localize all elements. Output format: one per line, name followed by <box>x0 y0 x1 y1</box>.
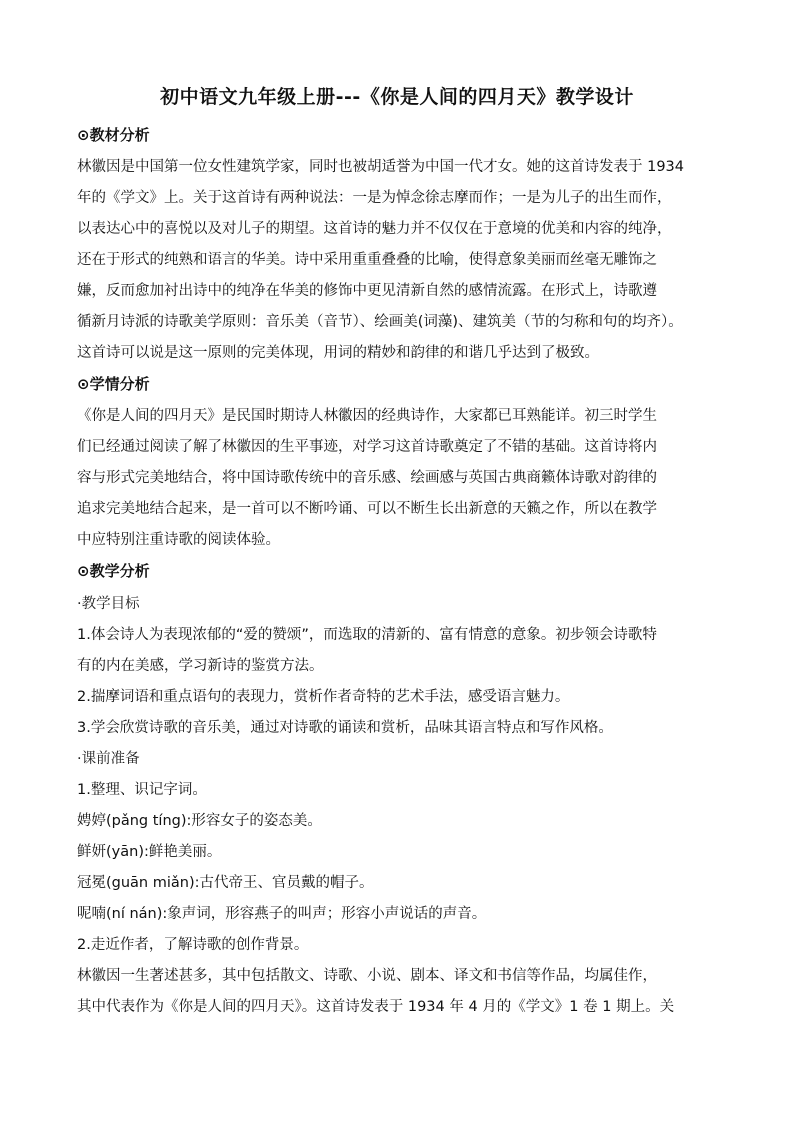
section-heading-textbook-analysis: ⊙教材分析 <box>77 126 150 144</box>
paragraph-line: 还在于形式的纯熟和语言的华美。诗中采用重重叠叠的比喻，使得意象美丽而丝毫无雕饰之 <box>77 252 657 268</box>
paragraph-line: 中应特别注重诗歌的阅读体验。 <box>77 532 280 548</box>
paragraph-line: 们已经通过阅读了解了林徽因的生平事迹，对学习这首诗歌奠定了不错的基础。这首诗将内 <box>77 439 657 455</box>
section-heading-teaching-analysis: ⊙教学分析 <box>77 562 150 580</box>
paragraph-line: 年的《学文》上。关于这首诗有两种说法：一是为悼念徐志摩而作；一是为儿子的出生而作， <box>77 190 672 206</box>
paragraph-line: 2.走近作者，了解诗歌的创作背景。 <box>77 937 309 953</box>
subheading-teaching-goals: ·教学目标 <box>77 596 140 612</box>
paragraph-line: 这首诗可以说是这一原则的完美体现，用词的精妙和韵律的和谐几乎达到了极致。 <box>77 345 599 361</box>
vocab-line: 呢喃(ní nán):象声词，形容燕子的叫声；形容小声说话的声音。 <box>77 906 487 922</box>
vocab-line: 冠冕(guān miǎn):古代帝王、官员戴的帽子。 <box>77 875 374 891</box>
paragraph-line: 追求完美地结合起来，是一首可以不断吟诵、可以不断生长出新意的天籁之作，所以在教学 <box>77 501 657 517</box>
paragraph-line: 1.整理、识记字词。 <box>77 782 207 798</box>
paragraph-line: 1.体会诗人为表现浓郁的“爱的赞颂”，而选取的清新的、富有情意的意象。初步领会诗歌特 <box>77 627 657 643</box>
paragraph-line: 林徽因是中国第一位女性建筑学家，同时也被胡适誉为中国一代才女。她的这首诗发表于 1934 <box>77 159 685 175</box>
vocab-line: 鲜妍(yān):鲜艳美丽。 <box>77 844 222 860</box>
subheading-preparation: ·课前准备 <box>77 751 140 767</box>
paragraph-line: 《你是人间的四月天》是民国时期诗人林徽因的经典诗作，大家都已耳熟能详。初三时学生 <box>77 408 657 424</box>
vocab-line: 娉婷(pǎng tíng):形容女子的姿态美。 <box>77 813 322 829</box>
paragraph-line: 容与形式完美地结合，将中国诗歌传统中的音乐感、绘画感与英国古典商籁体诗歌对韵律的 <box>77 470 657 486</box>
section-heading-learner-analysis: ⊙学情分析 <box>77 375 150 393</box>
paragraph-line: 有的内在美感，学习新诗的鉴赏方法。 <box>77 658 324 674</box>
page-title: 初中语文九年级上册---《你是人间的四月天》教学设计 <box>160 86 634 108</box>
paragraph-line: 林徽因一生著述甚多，其中包括散文、诗歌、小说、剧本、译文和书信等作品，均属佳作， <box>77 968 657 984</box>
paragraph-line: 其中代表作为《你是人间的四月天》。这首诗发表于 1934 年 4 月的《学文》1 卷 1 期上。关 <box>77 999 675 1015</box>
paragraph-line: 3.学会欣赏诗歌的音乐美，通过对诗歌的诵读和赏析，品味其语言特点和写作风格。 <box>77 720 613 736</box>
paragraph-line: 2.揣摩词语和重点语句的表现力，赏析作者奇特的艺术手法，感受语言魅力。 <box>77 689 570 705</box>
paragraph-line: 以表达心中的喜悦以及对儿子的期望。这首诗的魅力并不仅仅在于意境的优美和内容的纯净， <box>77 221 672 237</box>
paragraph-line: 嫌，反而愈加衬出诗中的纯净在华美的修饰中更见清新自然的感情流露。在形式上，诗歌遵 <box>77 283 657 299</box>
paragraph-line: 循新月诗派的诗歌美学原则：音乐美（音节）、绘画美(词藻)、建筑美（节的匀称和句的均齐）。 <box>77 314 683 330</box>
